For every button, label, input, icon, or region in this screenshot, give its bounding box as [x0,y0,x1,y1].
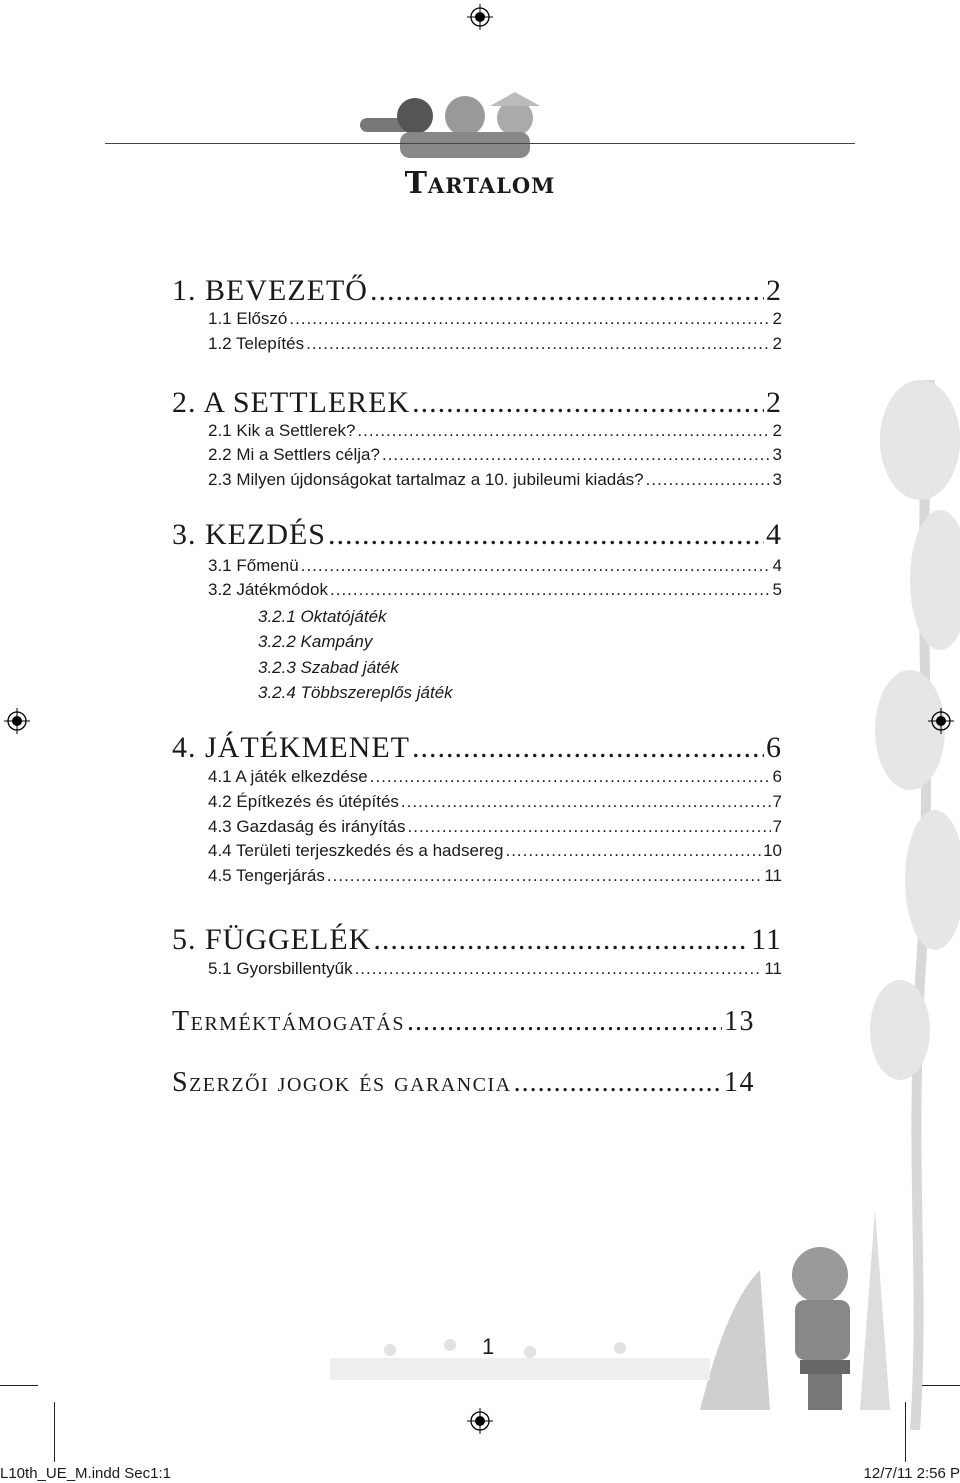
page-ref: 10 [763,841,782,860]
page-ref: 3 [772,470,782,489]
grass-illustration [330,1330,710,1380]
toc-entry[interactable] [208,792,782,812]
heading-label: 5. FÜGGELÉK [172,923,372,956]
dot-leader [289,309,770,329]
dot-leader [330,580,771,600]
page-ref: 7 [772,817,782,836]
page-ref: 2 [772,421,782,440]
entry-label: 1.1 Előszó [208,309,288,328]
toc-heading[interactable] [172,274,782,308]
page-ref: 11 [764,866,782,885]
page-ref: 5 [772,580,782,599]
footer-date: 12/7/11 2:56 P [863,1465,960,1482]
registration-mark-icon [4,708,30,734]
toc-entry[interactable] [208,556,782,576]
toc-entry[interactable] [208,866,782,886]
page-ref: 14 [724,1067,755,1098]
dot-leader [412,386,764,420]
toc-entry[interactable] [208,334,782,354]
toc-entry[interactable] [208,767,782,787]
heading-label: 2. A SETTLEREK [172,386,411,419]
page-ref: 11 [751,923,782,956]
page-ref: 6 [766,731,782,764]
toc-subentry[interactable]: 3.2.1 Oktatójáték [258,607,387,626]
entry-label: 2.3 Milyen újdonságokat tartalmaz a 10. jubileumi kiadás? [208,470,644,489]
heading-label: 4. JÁTÉKMENET [172,731,410,764]
toc-subentry[interactable]: 3.2.4 Többszereplős játék [258,683,453,702]
crop-mark [922,1385,960,1386]
dot-leader [327,866,762,886]
dot-leader [370,767,771,787]
toc-entry[interactable] [208,445,782,465]
dot-leader [382,445,771,465]
toc-heading[interactable] [172,1006,755,1038]
toc-heading[interactable] [172,518,782,552]
page-ref: 2 [772,334,782,353]
registration-mark-icon [467,1408,493,1434]
dot-leader [357,421,770,441]
registration-mark-icon [467,4,493,30]
toc-heading[interactable] [172,386,782,420]
page-ref: 4 [766,518,782,551]
dot-leader [306,334,770,354]
entry-label: 3.2 Játékmódok [208,580,329,599]
page-ref: 2 [772,309,782,328]
heading-label: 3. KEZDÉS [172,518,326,551]
toc-entry[interactable] [208,421,782,441]
toc-heading[interactable] [172,923,782,957]
crop-mark [905,1402,906,1462]
entry-label: 3.1 Főmenü [208,556,299,575]
footer-filename: L10th_UE_M.indd Sec1:1 [0,1465,171,1482]
entry-label: 2.1 Kik a Settlerek? [208,421,356,440]
entry-label: 4.3 Gazdaság és irányítás [208,817,406,836]
dot-leader [407,1006,722,1038]
page-ref: 2 [766,274,782,307]
toc-heading[interactable] [172,1067,755,1099]
page-ref: 11 [764,959,782,978]
page-ref: 7 [772,792,782,811]
entry-label: 2.2 Mi a Settlers célja? [208,445,380,464]
characters-illustration [360,88,550,160]
dot-leader [301,556,771,576]
crop-mark [0,1385,38,1386]
dot-leader [505,841,761,861]
entry-label: 4.2 Építkezés és útépítés [208,792,399,811]
page-ref: 3 [772,445,782,464]
page-ref: 4 [772,556,782,575]
dot-leader [412,731,764,765]
dot-leader [646,470,771,490]
dot-leader [514,1067,722,1099]
dot-leader [373,923,749,957]
entry-label: 5.1 Gyorsbillentyűk [208,959,353,978]
toc-entry[interactable] [208,470,782,490]
crop-mark [54,1402,55,1462]
page-title: Tartalom [404,166,556,201]
heading-label: Szerzői jogok és garancia [172,1067,512,1098]
toc-heading[interactable] [172,731,782,765]
dot-leader [401,792,771,812]
entry-label: 4.1 A játék elkezdése [208,767,368,786]
header-rule [105,143,855,144]
page-ref: 6 [772,767,782,786]
dot-leader [355,959,763,979]
statue-illustration [700,1150,920,1410]
toc-entry[interactable] [208,841,782,861]
page-ref: 2 [766,386,782,419]
entry-label: 1.2 Telepítés [208,334,305,353]
dot-leader [408,817,771,837]
registration-mark-icon [928,708,954,734]
dot-leader [370,274,764,308]
heading-label: 1. BEVEZETŐ [172,274,368,307]
entry-label: 4.5 Tengerjárás [208,866,325,885]
toc-entry[interactable] [208,959,782,979]
toc-entry[interactable] [208,309,782,329]
toc-entry[interactable] [208,817,782,837]
toc-subentry[interactable]: 3.2.3 Szabad játék [258,658,399,677]
page-number: 1 [482,1334,495,1359]
toc-entry[interactable] [208,580,782,600]
entry-label: 4.4 Területi terjeszkedés és a hadsereg [208,841,504,860]
page-ref: 13 [724,1006,755,1037]
dot-leader [328,518,764,552]
heading-label: Terméktámogatás [172,1006,405,1037]
toc-subentry[interactable]: 3.2.2 Kampány [258,632,373,651]
